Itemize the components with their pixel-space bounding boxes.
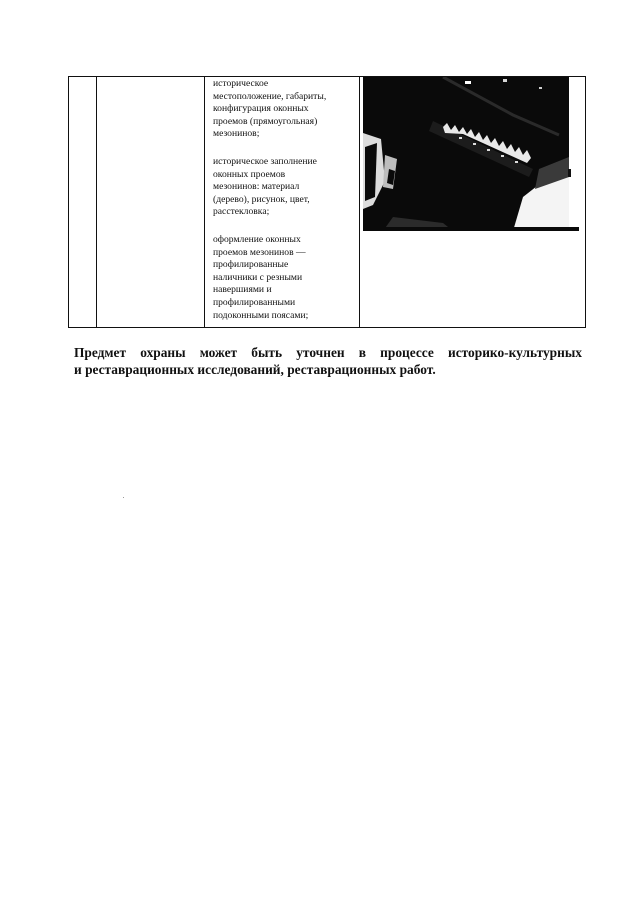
subject-paragraph-3 — [213, 234, 356, 322]
text-line: историческое — [213, 78, 269, 89]
object-name-cell — [97, 77, 205, 328]
note-line-2: и реставрационных исследований, реставрационных работ. — [74, 362, 436, 377]
text-line: оконных проемов — [213, 168, 286, 180]
text-line: профилированными — [213, 296, 296, 308]
text-line: мезонинов: материал — [213, 181, 300, 193]
scan-speck — [123, 497, 124, 498]
text-line: подоконными поясами; — [213, 309, 309, 321]
text-line: мезонинов; — [213, 128, 260, 140]
photo-image — [363, 77, 579, 231]
text-line: навершиями и — [213, 284, 272, 296]
subject-paragraph-1 — [213, 78, 356, 141]
building-window-photo — [363, 77, 579, 231]
text-line: проемов (прямоугольная) — [213, 115, 318, 127]
text-line: конфигурация оконных — [213, 103, 309, 115]
protection-subject-text — [205, 77, 359, 322]
text-line: профилированные — [213, 259, 289, 271]
text-line: местоположение, габариты, — [213, 90, 327, 102]
text-line: (дерево), рисунок, цвет, — [213, 193, 310, 205]
protection-subject-cell — [205, 77, 360, 328]
text-line: наличники с резными — [213, 271, 303, 283]
photo-cell — [360, 77, 586, 328]
note-line-1: Предмет охраны может быть уточнен в процессе историко-культурных — [74, 345, 582, 360]
margin-mark — [568, 169, 571, 177]
subject-paragraph-2 — [213, 156, 356, 219]
text-line: проемов мезонинов — — [213, 246, 306, 258]
closing-note — [74, 344, 582, 378]
text-line: оформление оконных — [213, 233, 301, 245]
text-line: историческое заполнение — [213, 155, 317, 167]
table-row — [69, 77, 586, 328]
text-line: расстекловка; — [213, 206, 270, 218]
heritage-table — [68, 76, 586, 328]
number-cell — [69, 77, 97, 328]
